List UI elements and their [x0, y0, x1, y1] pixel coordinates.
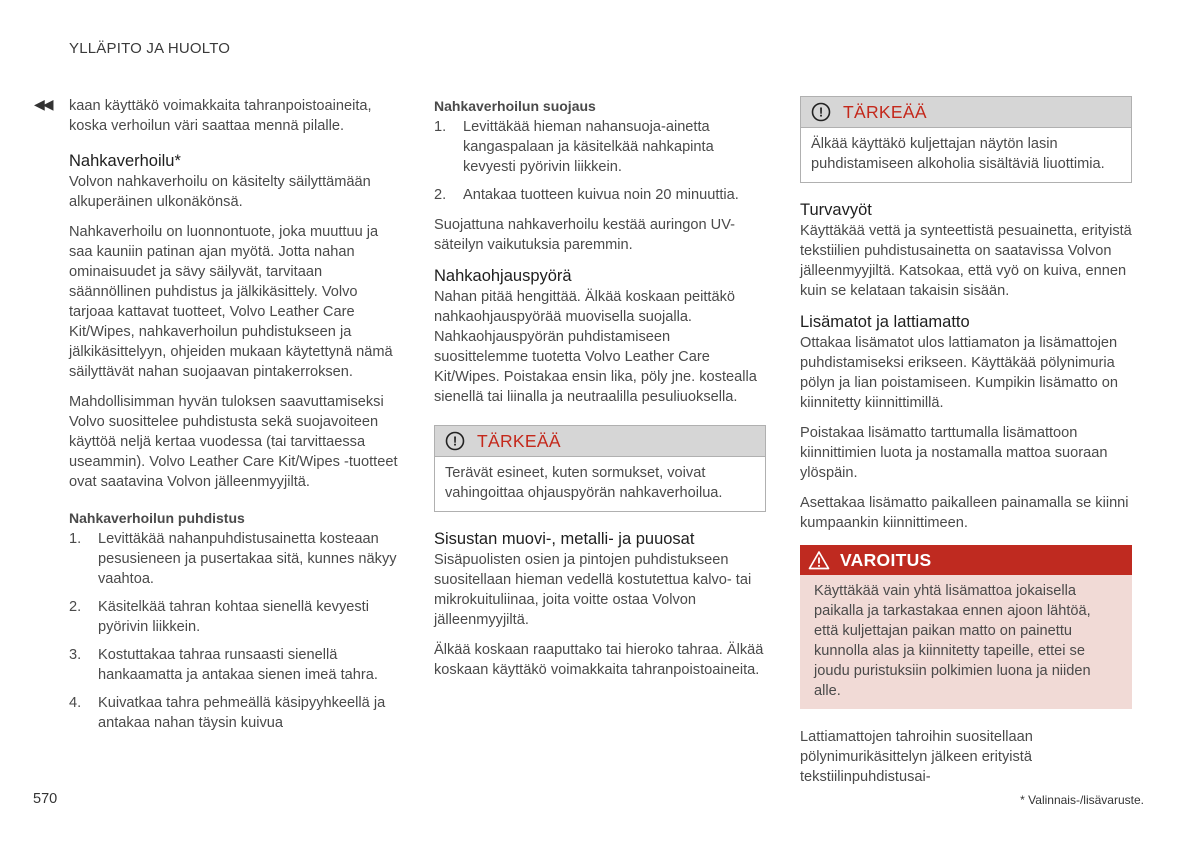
column-right — [800, 96, 1132, 797]
important-box-display — [800, 96, 1132, 183]
cleaning-step: 3. Kostuttakaa tahraa runsaasti sienellä hankaamatta ja antakaa sienen imeä tahra. — [69, 647, 378, 683]
leather-paragraph-2: Nahkaverhoilu on luonnontuote, joka muuttuu ja saa kauniin patinan ajan myötä. Jotta nahan ominaisuudet ja sävy säilyvät, tarvitaan säännöllinen puhdistus ja jälkikäsittely. Volvo tarjoaa kattavat tuotteet, Volvo Leather Care Kit/Wipes, nahkaverhoilun puhdistukseen ja jälkikäsittelyyn, ohjeiden mukaan käytettynä nämä säilyttävät nahan suojaavan pintakerroksen. — [69, 224, 393, 380]
protection-step: 2. Antakaa tuotteen kuivua noin 20 minuuttia. — [434, 187, 739, 203]
mats-paragraph-2: Poistakaa lisämatto tarttumalla lisämattoon kiinnittimien luota ja nostamalla mattoa suoraan ylöspäin. — [800, 425, 1108, 481]
page-number: 570 — [33, 791, 58, 807]
intro-paragraph: kaan käyttäkö voimakkaita tahranpoistoaineita, koska verhoilun väri saattaa mennä pilalle. — [69, 98, 372, 134]
svg-text:!: ! — [818, 104, 824, 120]
protection-step: 1. Levittäkää hieman nahansuoja-ainetta kangaspalaan ja käsitelkää nahkapinta kevyesti pyörivin liikkein. — [434, 119, 714, 175]
cleaning-step: 1. Levittäkää nahanpuhdistusainetta kosteaan pesusieneen ja pusertakaa sitä, kunnes näkyy vaahtoa. — [69, 531, 397, 587]
footnote: * Valinnais-/lisävaruste. — [1020, 793, 1144, 807]
important-box-wheel — [434, 425, 766, 512]
column-middle — [434, 96, 766, 690]
materials-paragraph-1: Sisäpuolisten osien ja pintojen puhdistukseen suositellaan hieman vedellä kostutettua kalvo- tai mikrokuituliinaa, joita voitte ostaa Volvon jälleenmyyjiltä. — [434, 552, 752, 628]
mats-paragraph-4: Lattiamattojen tahroihin suositellaan pölynimurikäsittelyn jälkeen erityistä tekstiilinpuhdistusai- — [800, 729, 1033, 785]
cleaning-step: 2. Käsitelkää tahran kohtaa sienellä kevyesti pyörivin liikkein. — [69, 599, 369, 635]
belts-heading: Turvavyöt — [800, 201, 872, 219]
warning-box-header — [800, 545, 1132, 575]
svg-text:!: ! — [452, 433, 458, 449]
leather-heading: Nahkaverhoilu* — [69, 152, 181, 170]
important-title: TÄRKEÄÄ — [843, 101, 927, 122]
wheel-heading: Nahkaohjauspyörä — [434, 267, 572, 285]
exclamation-circle-icon — [811, 102, 831, 122]
warning-title: VAROITUS — [840, 549, 932, 570]
warning-text: Käyttäkää vain yhtä lisämattoa jokaisella paikalla ja tarkastakaa ennen ajoon lähtöä, että kuljettajan paikan matto on painettu kunnolla alas ja kiinnitetty tapeille, ettei se joudu puristuksiin polkimien luona ja niiden alle. — [800, 575, 1132, 709]
protection-paragraph: Suojattuna nahkaverhoilu kestää auringon UV-säteilyn vaikutuksia paremmin. — [434, 217, 735, 253]
important-text: Terävät esineet, kuten sormukset, voivat vahingoittaa ohjauspyörän nahkaverhoilua. — [445, 465, 723, 501]
wheel-paragraph: Nahan pitää hengittää. Älkää koskaan peittäkö nahkaohjauspyörää muovisella suojalla. Nahkaohjauspyörän puhdistamiseen suosittelemme tuotetta Volvo Leather Care Kit/Wipes. Poistakaa ensin lika, pöly jne. kostealla sienellä tai liinalla ja neutraalilla pesuliuoksella. — [434, 289, 757, 405]
mats-heading: Lisämatot ja lattiamatto — [800, 313, 970, 331]
materials-paragraph-2: Älkää koskaan raaputtako tai hieroko tahraa. Älkää koskaan käyttäkö voimakkaita tahranpoistoaineita. — [434, 642, 764, 678]
important-text: Älkää käyttäkö kuljettajan näytön lasin puhdistamiseen alkoholia sisältäviä liuottimia. — [811, 136, 1105, 172]
belts-paragraph: Käyttäkää vettä ja synteettistä pesuainetta, erityistä tekstiilien puhdistusainetta on saatavissa Volvon jälleenmyyjiltä. Katsokaa, että vyö on kuiva, ennen kuin se kelataan takaisin sisään. — [800, 223, 1132, 299]
leather-paragraph-3: Mahdollisimman hyvän tuloksen saavuttamiseksi Volvo suosittelee puhdistusta sekä suojavoiteen käyttöä neljä kertaa vuodessa (tai tarvittaessa useammin). Volvo Leather Care Kit/Wipes -tuotteet ovat saatavina Volvon jälleenmyyjiltä. — [69, 394, 398, 490]
mats-paragraph-3: Asettakaa lisämatto paikalleen painamalla se kiinni kumpaankin kiinnittimeen. — [800, 495, 1129, 531]
cleaning-steps-list — [69, 529, 399, 733]
section-header: YLLÄPITO JA HUOLTO — [69, 40, 231, 57]
warning-triangle-icon — [808, 550, 830, 570]
mats-paragraph-1: Ottakaa lisämatot ulos lattiamaton ja lisämattojen puhdistamiseksi erikseen. Käyttäkää pölynimuria pölyn ja lian poistamiseen. Kumpikin lisämatto on kiinnitetty kiinnittimillä. — [800, 335, 1118, 411]
important-box-header — [801, 97, 1131, 128]
cleaning-step: 4. Kuivatkaa tahra pehmeällä käsipyyhkeellä ja antakaa nahan täysin kuivua — [69, 695, 386, 731]
materials-heading: Sisustan muovi-, metalli- ja puuosat — [434, 530, 695, 548]
exclamation-circle-icon — [445, 431, 465, 451]
warning-box — [800, 545, 1132, 709]
leather-paragraph-1: Volvon nahkaverhoilu on käsitelty säilyttämään alkuperäinen ulkonäkönsä. — [69, 174, 371, 210]
column-left — [34, 96, 399, 743]
protection-steps-list — [434, 117, 766, 205]
important-title: TÄRKEÄÄ — [477, 430, 561, 451]
protection-heading: Nahkaverhoilun suojaus — [434, 98, 596, 114]
important-box-header — [435, 426, 765, 457]
continued-arrows-icon: ◀◀ — [34, 96, 52, 112]
cleaning-heading: Nahkaverhoilun puhdistus — [69, 510, 245, 526]
